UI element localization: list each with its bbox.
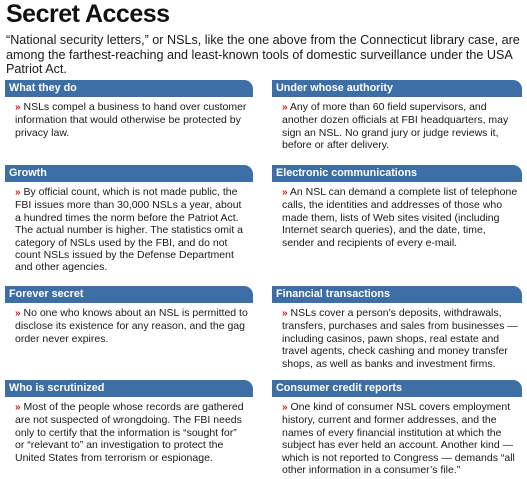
section-text: An NSL can demand a complete list of telephone calls, the identities and addresses of those who made them, lists of Web sites visited (including Internet search queries), and the date, time, sender and recipients of every e-mail.	[282, 186, 518, 249]
section-text: By official count, which is not made public, the FBI issues more than 30,000 NSLs a year, about a hundred times the norm before the Patriot Act. The actual number is higher. The statistics omit a category of NSLs used by the FBI, and do not count NSLs issued by the Defense Department and other agencies.	[15, 186, 243, 274]
intro-paragraph: “National security letters,” or NSLs, like the one above from the Connecticut library case, are among the farthest-reaching and least-known tools of domestic surveillance under the USA Patriot Act.	[6, 33, 520, 76]
section-under-whose-authority	[272, 80, 522, 152]
bullet-arrow-icon: »	[15, 308, 21, 319]
section-who-is-scrutinized	[5, 380, 253, 464]
section-heading: Growth	[5, 165, 253, 182]
section-heading: Financial transactions	[272, 286, 522, 303]
section-body	[272, 182, 522, 249]
section-body	[5, 97, 253, 139]
section-text: One kind of consumer NSL covers employment history, current and former addresses, and the names of every financial institution at which the subject has ever held an account. Another kind — which is not reported to Congress — demands “all other information in a consumer’s file.”	[282, 401, 515, 477]
bullet-arrow-icon: »	[15, 402, 21, 413]
section-body	[272, 97, 522, 152]
section-body	[5, 397, 253, 464]
section-growth	[5, 165, 253, 274]
section-forever-secret	[5, 286, 253, 345]
section-heading: Forever secret	[5, 286, 253, 303]
section-text: Most of the people whose records are gathered are not suspected of wrongdoing. The FBI needs only to certify that the information is “sought for” or “relevant to” an investigation to protect the United States from terrorism or espionage.	[15, 401, 244, 464]
section-financial-transactions	[272, 286, 522, 370]
section-body	[5, 182, 253, 274]
section-what-they-do	[5, 80, 253, 139]
bullet-arrow-icon: »	[15, 187, 21, 198]
section-text: Any of more than 60 field supervisors, and another dozen officials at FBI headquarters, may sign an NSL. No grand jury or judge reviews it, before or after delivery.	[282, 101, 509, 152]
section-text: NSLs compel a business to hand over customer information that would otherwise be protected by privacy law.	[15, 101, 247, 139]
bullet-arrow-icon: »	[282, 308, 288, 319]
section-text: No one who knows about an NSL is permitted to disclose its existence for any reason, and the gag order never expires.	[15, 307, 248, 345]
bullet-arrow-icon: »	[282, 402, 288, 413]
section-body	[5, 303, 253, 345]
bullet-arrow-icon: »	[282, 102, 288, 113]
section-electronic-communications	[272, 165, 522, 249]
section-body	[272, 303, 522, 370]
section-consumer-credit-reports	[272, 380, 522, 476]
section-heading: What they do	[5, 80, 253, 97]
section-heading: Consumer credit reports	[272, 380, 522, 397]
bullet-arrow-icon: »	[15, 102, 21, 113]
section-text: NSLs cover a person’s deposits, withdrawals, transfers, purchases and sales from businesses — including casinos, pawn shops, real estate and travel agents, check cashing and money transfer shops, as well as banks and investment firms.	[282, 307, 518, 370]
section-heading: Under whose authority	[272, 80, 522, 97]
section-body	[272, 397, 522, 476]
page-title: Secret Access	[6, 0, 170, 28]
section-heading: Electronic communications	[272, 165, 522, 182]
section-heading: Who is scrutinized	[5, 380, 253, 397]
bullet-arrow-icon: »	[282, 187, 288, 198]
